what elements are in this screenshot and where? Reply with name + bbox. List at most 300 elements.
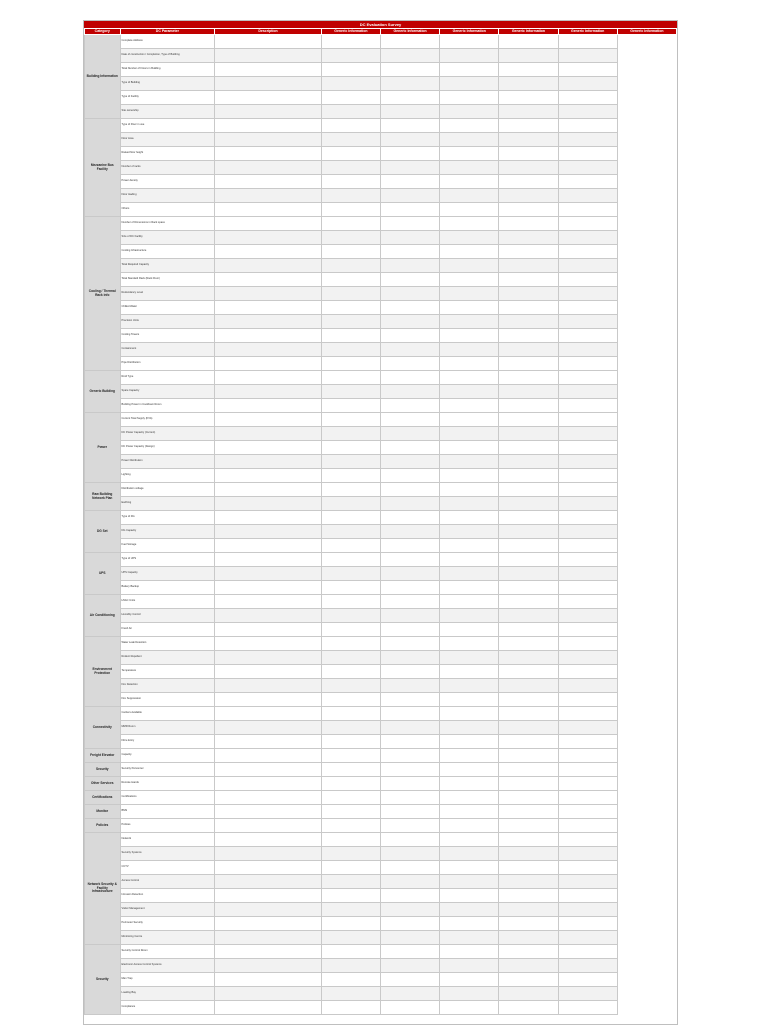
value-cell [440, 749, 499, 763]
value-cell [380, 511, 439, 525]
category-cell: Security [85, 763, 121, 777]
table-row [85, 931, 677, 945]
description-cell [215, 483, 322, 497]
value-cell [499, 553, 558, 567]
value-cell [499, 959, 558, 973]
parameter-cell: Security Systems [120, 847, 215, 861]
column-header: Generic Information [617, 29, 676, 35]
value-cell [380, 987, 439, 1001]
parameter-cell: Type of Facility [120, 91, 215, 105]
table-row [85, 665, 677, 679]
value-cell [558, 931, 617, 945]
table-row [85, 105, 677, 119]
value-cell [440, 707, 499, 721]
value-cell [558, 203, 617, 217]
value-cell [499, 483, 558, 497]
value-cell [321, 959, 380, 973]
table-row [85, 1001, 677, 1015]
description-cell [215, 539, 322, 553]
value-cell [321, 651, 380, 665]
category-cell: DG Set [85, 511, 121, 553]
value-cell [558, 63, 617, 77]
value-cell [380, 329, 439, 343]
value-cell [558, 217, 617, 231]
parameter-cell: Number of Dimensions in Rack space [120, 217, 215, 231]
table-row [85, 525, 677, 539]
description-cell [215, 189, 322, 203]
parameter-cell: Total Required Capacity [120, 259, 215, 273]
value-cell [321, 203, 380, 217]
parameter-cell: Total Number of Floors in Building [120, 63, 215, 77]
description-cell [215, 455, 322, 469]
value-cell [499, 455, 558, 469]
value-cell [380, 945, 439, 959]
table-row [85, 245, 677, 259]
description-cell [215, 917, 322, 931]
parameter-cell: Fire Detection [120, 679, 215, 693]
value-cell [558, 35, 617, 49]
table-row [85, 63, 677, 77]
parameter-cell: Roof Type [120, 371, 215, 385]
value-cell [499, 581, 558, 595]
parameter-cell: MMR Room [120, 721, 215, 735]
table-row [85, 469, 677, 483]
value-cell [321, 777, 380, 791]
table-row [85, 833, 677, 847]
description-cell [215, 315, 322, 329]
description-cell [215, 399, 322, 413]
value-cell [440, 35, 499, 49]
value-cell [321, 91, 380, 105]
value-cell [440, 665, 499, 679]
table-row [85, 427, 677, 441]
value-cell [380, 805, 439, 819]
parameter-cell: Fibre Entry [120, 735, 215, 749]
value-cell [558, 609, 617, 623]
value-cell [499, 595, 558, 609]
parameter-cell: Fresh Air [120, 623, 215, 637]
value-cell [499, 259, 558, 273]
value-cell [321, 413, 380, 427]
parameter-cell: Humidity Control [120, 609, 215, 623]
table-row [85, 175, 677, 189]
value-cell [499, 945, 558, 959]
parameter-cell: Type of UPS [120, 553, 215, 567]
value-cell [380, 903, 439, 917]
table-row [85, 539, 677, 553]
value-cell [321, 49, 380, 63]
table-row [85, 119, 677, 133]
value-cell [499, 735, 558, 749]
value-cell [321, 973, 380, 987]
value-cell [499, 973, 558, 987]
parameter-cell: Current Total Supply (KVA) [120, 413, 215, 427]
value-cell [380, 847, 439, 861]
parameter-cell: Total Standard Rack (Rack Floor) [120, 273, 215, 287]
description-cell [215, 581, 322, 595]
table-row [85, 399, 677, 413]
parameter-cell: Loading Bay [120, 987, 215, 1001]
value-cell [558, 819, 617, 833]
table-row [85, 973, 677, 987]
value-cell [558, 567, 617, 581]
value-cell [499, 721, 558, 735]
value-cell [321, 987, 380, 1001]
value-cell [380, 287, 439, 301]
table-row [85, 315, 677, 329]
column-header: DC Parameter [120, 29, 215, 35]
description-cell [215, 91, 322, 105]
value-cell [321, 833, 380, 847]
category-cell: Environment Protection [85, 637, 121, 707]
value-cell [321, 609, 380, 623]
table-row [85, 861, 677, 875]
parameter-cell: Network [120, 833, 215, 847]
value-cell [321, 693, 380, 707]
value-cell [321, 889, 380, 903]
value-cell [321, 105, 380, 119]
parameter-cell: Others [120, 203, 215, 217]
value-cell [380, 595, 439, 609]
category-cell: Cooling / Thermal Rack info [85, 217, 121, 371]
column-header: Generic Information [499, 29, 558, 35]
survey-table [84, 28, 677, 1015]
description-cell [215, 987, 322, 1001]
value-cell [321, 679, 380, 693]
value-cell [499, 693, 558, 707]
value-cell [321, 917, 380, 931]
value-cell [499, 245, 558, 259]
value-cell [440, 455, 499, 469]
value-cell [321, 329, 380, 343]
parameter-cell: Monitoring Centre [120, 931, 215, 945]
description-cell [215, 203, 322, 217]
value-cell [558, 903, 617, 917]
description-cell [215, 273, 322, 287]
value-cell [380, 259, 439, 273]
value-cell [499, 679, 558, 693]
parameter-cell: Capacity [120, 749, 215, 763]
table-row [85, 847, 677, 861]
value-cell [558, 441, 617, 455]
value-cell [440, 847, 499, 861]
value-cell [499, 847, 558, 861]
value-cell [440, 735, 499, 749]
value-cell [440, 231, 499, 245]
value-cell [440, 539, 499, 553]
value-cell [558, 119, 617, 133]
description-cell [215, 805, 322, 819]
table-row [85, 707, 677, 721]
table-row [85, 357, 677, 371]
category-cell: Other Services [85, 777, 121, 791]
table-row [85, 637, 677, 651]
value-cell [380, 623, 439, 637]
value-cell [558, 259, 617, 273]
value-cell [558, 805, 617, 819]
parameter-cell: Power density [120, 175, 215, 189]
category-cell: Mezzanine Bus Facility [85, 119, 121, 217]
value-cell [558, 273, 617, 287]
table-row [85, 791, 677, 805]
value-cell [558, 455, 617, 469]
value-cell [499, 329, 558, 343]
value-cell [558, 763, 617, 777]
parameter-cell: Building Power in Cooldown Room [120, 399, 215, 413]
value-cell [558, 553, 617, 567]
value-cell [380, 917, 439, 931]
value-cell [440, 105, 499, 119]
value-cell [380, 651, 439, 665]
value-cell [380, 819, 439, 833]
value-cell [380, 553, 439, 567]
parameter-cell: DC Power Capacity (Current) [120, 427, 215, 441]
value-cell [440, 147, 499, 161]
category-cell: Freight Elevator [85, 749, 121, 763]
table-row [85, 147, 677, 161]
value-cell [321, 567, 380, 581]
value-cell [558, 665, 617, 679]
value-cell [440, 91, 499, 105]
value-cell [499, 175, 558, 189]
value-cell [558, 917, 617, 931]
description-cell [215, 385, 322, 399]
description-cell [215, 511, 322, 525]
value-cell [558, 245, 617, 259]
value-cell [380, 973, 439, 987]
table-row [85, 959, 677, 973]
description-cell [215, 245, 322, 259]
value-cell [321, 231, 380, 245]
value-cell [558, 889, 617, 903]
value-cell [499, 665, 558, 679]
value-cell [440, 175, 499, 189]
table-row [85, 35, 677, 49]
value-cell [440, 217, 499, 231]
value-cell [558, 987, 617, 1001]
value-cell [321, 371, 380, 385]
parameter-cell: Fire Suppression [120, 693, 215, 707]
parameter-cell: Lighting [120, 469, 215, 483]
value-cell [558, 945, 617, 959]
value-cell [440, 161, 499, 175]
table-row [85, 567, 677, 581]
table-row [85, 203, 677, 217]
table-row [85, 231, 677, 245]
value-cell [440, 889, 499, 903]
value-cell [499, 539, 558, 553]
value-cell [440, 119, 499, 133]
value-cell [440, 133, 499, 147]
value-cell [499, 357, 558, 371]
value-cell [380, 693, 439, 707]
description-cell [215, 903, 322, 917]
value-cell [499, 203, 558, 217]
parameter-cell: Power Distribution [120, 455, 215, 469]
value-cell [440, 581, 499, 595]
table-row [85, 581, 677, 595]
value-cell [558, 287, 617, 301]
description-cell [215, 147, 322, 161]
parameter-cell: Containment [120, 343, 215, 357]
value-cell [499, 287, 558, 301]
value-cell [499, 819, 558, 833]
value-cell [558, 959, 617, 973]
value-cell [558, 483, 617, 497]
value-cell [380, 735, 439, 749]
table-row [85, 553, 677, 567]
value-cell [380, 749, 439, 763]
value-cell [440, 483, 499, 497]
value-cell [380, 175, 439, 189]
parameter-cell: Remote Hands [120, 777, 215, 791]
value-cell [321, 63, 380, 77]
value-cell [321, 763, 380, 777]
value-cell [440, 245, 499, 259]
value-cell [558, 427, 617, 441]
description-cell [215, 973, 322, 987]
value-cell [558, 875, 617, 889]
parameter-cell: Raised floor height [120, 147, 215, 161]
value-cell [558, 105, 617, 119]
value-cell [499, 343, 558, 357]
value-cell [380, 1001, 439, 1015]
value-cell [499, 49, 558, 63]
value-cell [558, 861, 617, 875]
value-cell [440, 623, 499, 637]
value-cell [499, 623, 558, 637]
value-cell [440, 413, 499, 427]
value-cell [499, 791, 558, 805]
value-cell [558, 581, 617, 595]
value-cell [499, 35, 558, 49]
value-cell [440, 553, 499, 567]
value-cell [440, 525, 499, 539]
description-cell [215, 231, 322, 245]
value-cell [558, 525, 617, 539]
value-cell [380, 665, 439, 679]
value-cell [321, 931, 380, 945]
description-cell [215, 567, 322, 581]
value-cell [440, 777, 499, 791]
value-cell [321, 553, 380, 567]
value-cell [321, 1001, 380, 1015]
value-cell [558, 161, 617, 175]
value-cell [321, 861, 380, 875]
parameter-cell: Battery Backup [120, 581, 215, 595]
value-cell [440, 875, 499, 889]
value-cell [321, 819, 380, 833]
description-cell [215, 679, 322, 693]
description-cell [215, 889, 322, 903]
value-cell [440, 427, 499, 441]
parameter-cell: Size of DC Facility [120, 231, 215, 245]
description-cell [215, 259, 322, 273]
value-cell [499, 301, 558, 315]
value-cell [380, 721, 439, 735]
value-cell [499, 371, 558, 385]
category-cell: Security [85, 945, 121, 1015]
table-row [85, 805, 677, 819]
value-cell [380, 77, 439, 91]
value-cell [499, 777, 558, 791]
description-cell [215, 133, 322, 147]
column-header: Generic Information [440, 29, 499, 35]
description-cell [215, 371, 322, 385]
table-row [85, 945, 677, 959]
value-cell [499, 609, 558, 623]
value-cell [558, 49, 617, 63]
value-cell [380, 147, 439, 161]
column-header: Description [215, 29, 322, 35]
parameter-cell: Security Personnel [120, 763, 215, 777]
value-cell [558, 1001, 617, 1015]
column-header: Generic Information [558, 29, 617, 35]
value-cell [499, 917, 558, 931]
value-cell [558, 343, 617, 357]
value-cell [321, 259, 380, 273]
parameter-cell: Pipe Distribution [120, 357, 215, 371]
value-cell [558, 539, 617, 553]
value-cell [321, 497, 380, 511]
value-cell [440, 567, 499, 581]
value-cell [380, 161, 439, 175]
value-cell [499, 413, 558, 427]
description-cell [215, 609, 322, 623]
parameter-cell: DC Power Capacity (Design) [120, 441, 215, 455]
value-cell [321, 791, 380, 805]
value-cell [558, 777, 617, 791]
value-cell [440, 371, 499, 385]
value-cell [499, 707, 558, 721]
value-cell [380, 203, 439, 217]
description-cell [215, 665, 322, 679]
value-cell [558, 385, 617, 399]
value-cell [380, 399, 439, 413]
value-cell [499, 147, 558, 161]
description-cell [215, 469, 322, 483]
value-cell [558, 623, 617, 637]
value-cell [499, 567, 558, 581]
value-cell [380, 581, 439, 595]
value-cell [558, 679, 617, 693]
value-cell [321, 707, 380, 721]
table-row [85, 217, 677, 231]
value-cell [321, 511, 380, 525]
parameter-cell: Electronic Access Control Systems [120, 959, 215, 973]
description-cell [215, 301, 322, 315]
value-cell [499, 189, 558, 203]
parameter-cell: Spare Capacity [120, 385, 215, 399]
value-cell [558, 707, 617, 721]
value-cell [321, 539, 380, 553]
value-cell [380, 91, 439, 105]
category-cell: Generic Building [85, 371, 121, 413]
table-row [85, 287, 677, 301]
table-row [85, 511, 677, 525]
value-cell [380, 133, 439, 147]
description-cell [215, 707, 322, 721]
parameter-cell: Cooling Infrastructure [120, 245, 215, 259]
table-row [85, 735, 677, 749]
description-cell [215, 105, 322, 119]
value-cell [440, 861, 499, 875]
description-cell [215, 749, 322, 763]
value-cell [380, 189, 439, 203]
value-cell [380, 357, 439, 371]
parameter-cell: Policies [120, 819, 215, 833]
value-cell [558, 973, 617, 987]
